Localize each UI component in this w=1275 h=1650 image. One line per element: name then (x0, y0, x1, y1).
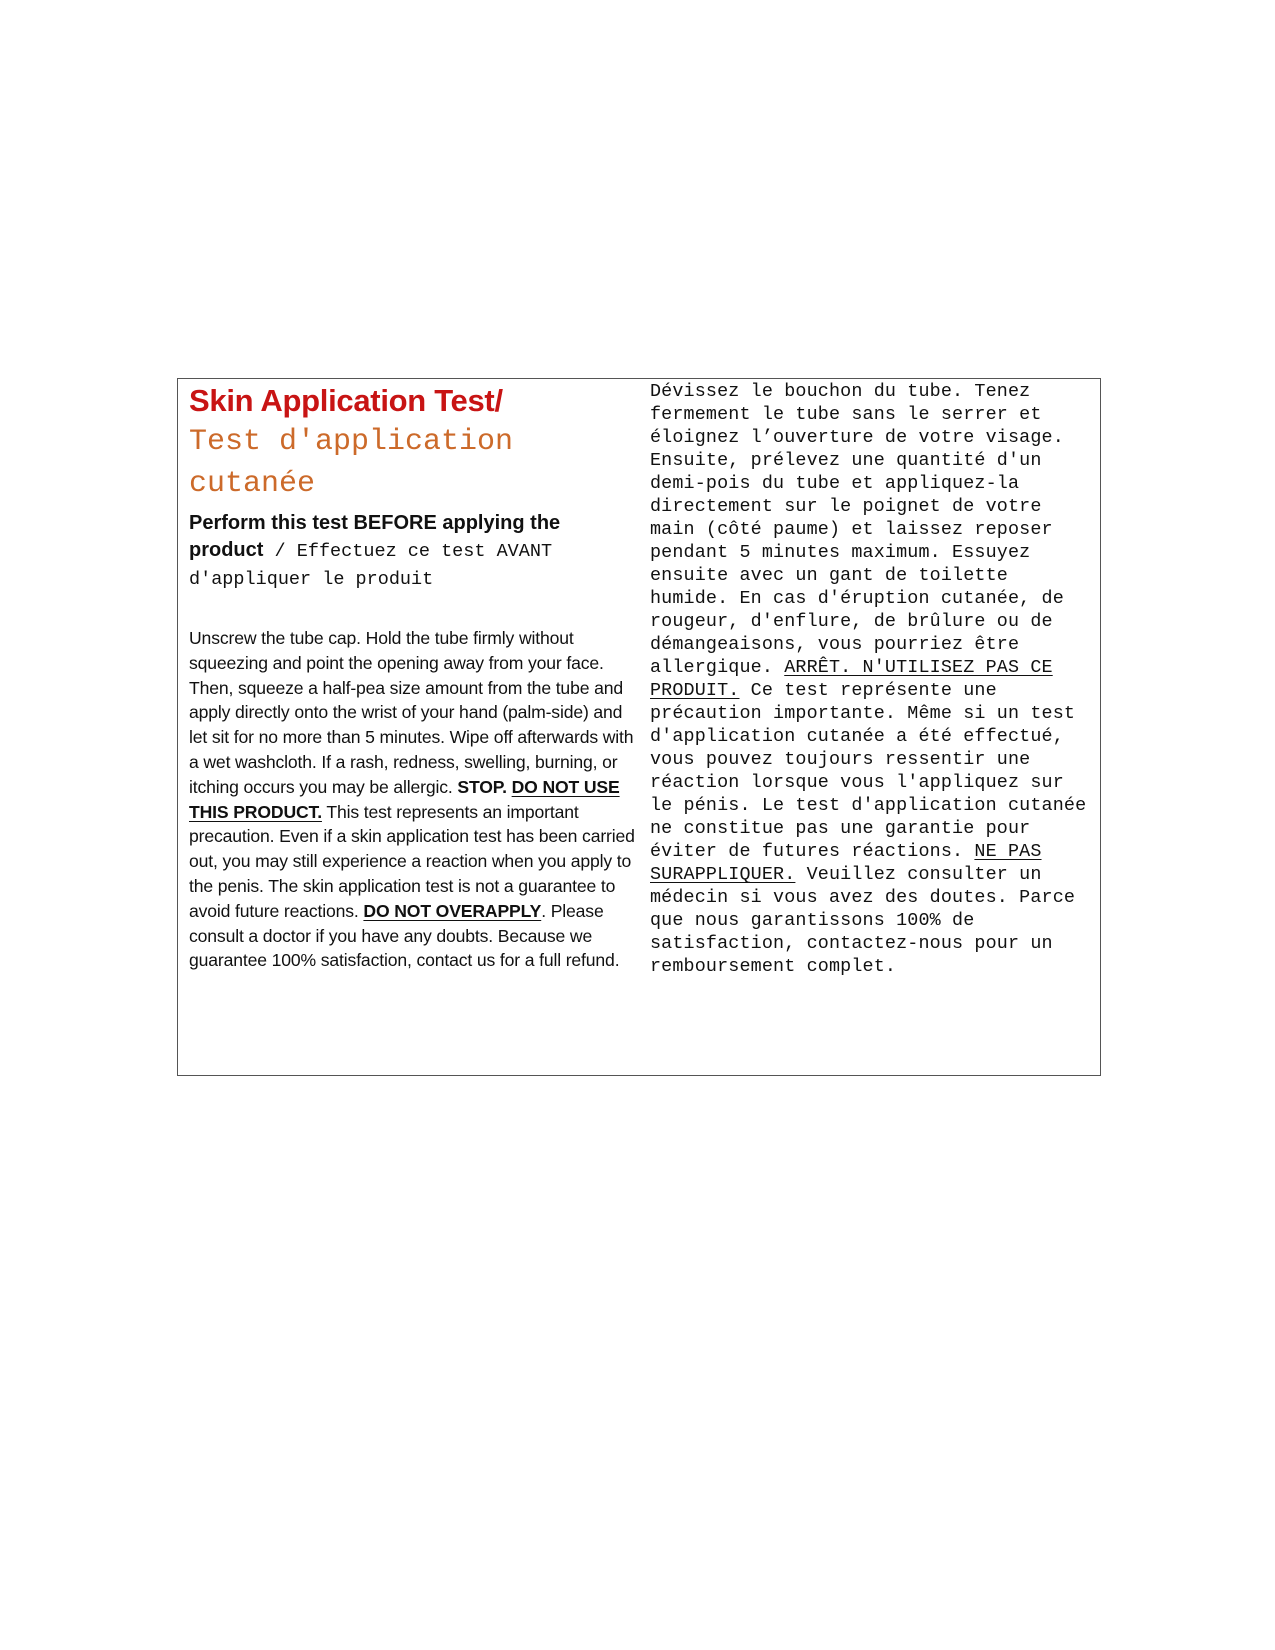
english-do-not-overapply-warning: DO NOT OVERAPPLY (363, 900, 542, 921)
french-stop-warning: ARRÊT. N'UTILISEZ PAS CE PRODUIT. (650, 657, 1053, 701)
english-stop-warning: STOP. (457, 776, 507, 797)
french-text-2: Ce test représente une précaution importante. Même si un test d'application cutanée a été effectué, vous pouvez toujours ressentir une réaction lorsque vous l'appliquez sur le pénis. Le test d'application cutanée ne constitue pas une garantie pour éviter de futures réactions. (650, 680, 1087, 862)
english-text-2: This test represents an important precaution. Even if a skin application test has been carried out, you may still experience a reaction when you apply to the penis. The skin application test is not a guarantee to avoid future reactions. (189, 801, 635, 921)
french-column (650, 379, 1096, 978)
title-french: Test d'application cutanée (189, 425, 514, 501)
french-text-3: Veuillez consulter un médecin si vous avez des doutes. Parce que nous garantissons 100% de satisfaction, contactez-nous pour un remboursement complet. (650, 864, 1076, 977)
english-text-1: Unscrew the tube cap. Hold the tube firmly without squeezing and point the opening away from your face. Then, squeeze a half-pea size amount from the tube and apply directly onto the wrist of your hand (palm-side) and let sit for no more than 5 minutes. Wipe off afterwards with a wet washcloth. If a rash, redness, swelling, burning, or itching occurs you may be allergic. (189, 628, 634, 797)
subtitle (189, 510, 635, 593)
instruction-card (177, 378, 1101, 1076)
subtitle-english: Perform this test BEFORE applying the product (189, 512, 561, 561)
english-do-not-use-warning: DO NOT USE THIS PRODUCT. (189, 776, 620, 822)
english-text-3: . Please consult a doctor if you have any doubts. Because we guarantee 100% satisfaction, contact us for a full refund. (189, 900, 620, 971)
english-instructions (189, 626, 635, 973)
french-instructions (650, 380, 1096, 978)
title-english: Skin Application Test/ (189, 383, 503, 418)
french-do-not-overapply-warning: NE PAS SURAPPLIQUER. (650, 841, 1042, 885)
subtitle-french: Effectuez ce test AVANT d'appliquer le produit (189, 541, 553, 590)
subtitle-separator: / (263, 541, 297, 562)
french-text-1: Dévissez le bouchon du tube. Tenez fermement le tube sans le serrer et éloignez l’ouverture de votre visage. Ensuite, prélevez une quantité d'un demi-pois du tube et appliquez-la directement sur le poignet de votre main (côté paume) et laissez reposer pendant 5 minutes maximum. Essuyez ensuite avec un gant de toilette humide. En cas d'éruption cutanée, de rougeur, d'enflure, de brûlure ou de démangeaisons, vous pourriez être allergique. (650, 381, 1064, 678)
english-column (189, 379, 635, 973)
